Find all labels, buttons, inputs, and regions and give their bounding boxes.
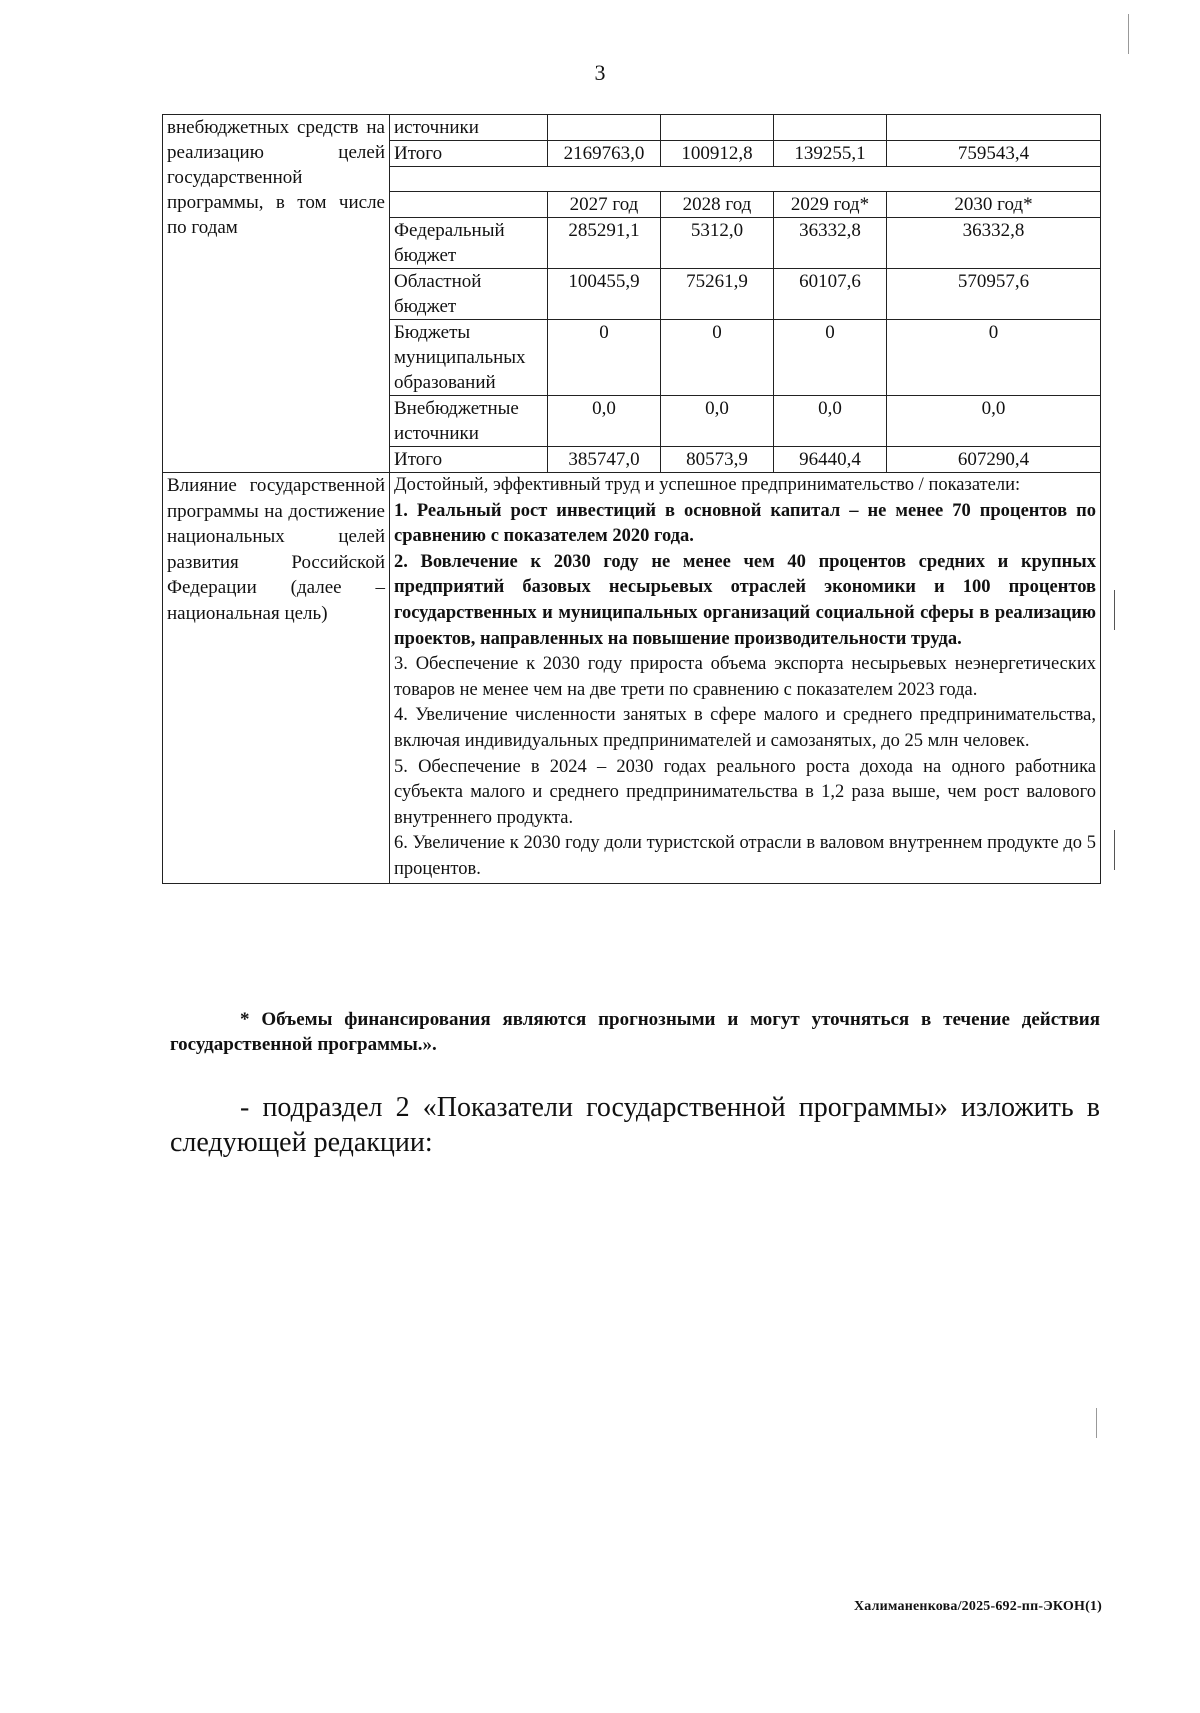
row-name: Итого: [390, 141, 548, 167]
cell-value: 0,0: [887, 396, 1101, 447]
impact-label-cell: [163, 473, 390, 884]
footnote: [170, 1007, 1100, 1057]
cell-value: 60107,6: [774, 269, 887, 320]
subsection-instruction: - подраздел 2 «Показатели государственной программы» изложить в следующей редакции:: [170, 1092, 1100, 1158]
scan-artifact-line: [1114, 830, 1115, 870]
cell-value: 100912,8: [661, 141, 774, 167]
cell-value: 607290,4: [887, 447, 1101, 473]
empty-cell: [390, 192, 548, 218]
cell-value: 0,0: [548, 396, 661, 447]
impact-item: 4. Увеличение численности занятых в сфере малого и среднего предпринимательства, включая индивидуальных предпринимателей и самозанятых, до 25 млн человек.: [394, 705, 1096, 751]
cell-value: 285291,1: [548, 218, 661, 269]
year-header: 2029 год*: [774, 192, 887, 218]
cell-value: 0: [887, 320, 1101, 396]
impact-item: 1. Реальный рост инвестиций в основной капитал – не менее 70 процентов по сравнению с показателем 2020 года.: [394, 500, 1096, 547]
cell-value: [887, 115, 1101, 141]
cell-value: 100455,9: [548, 269, 661, 320]
year-header: 2027 год: [548, 192, 661, 218]
impact-intro: Достойный, эффективный труд и успешное предпринимательство / показатели:: [394, 475, 1021, 495]
cell-value: 2169763,0: [548, 141, 661, 167]
impact-item: 6. Увеличение к 2030 году доли туристской отрасли в валовом внутреннем продукте до 5 процентов.: [394, 833, 1096, 879]
scan-artifact-line: [1096, 1408, 1097, 1438]
impact-item: 2. Вовлечение к 2030 году не менее чем 40 процентов средних и крупных предприятий базовых несырьевых отраслей экономики и 100 процентов государственных и муниципальных организаций социальной сферы в реализацию проектов, направленных на повышение производительности труда.: [394, 551, 1096, 649]
financing-table: [162, 114, 1101, 884]
cell-value: 5312,0: [661, 218, 774, 269]
table-row-impact: [163, 473, 1101, 884]
cell-value: 0: [548, 320, 661, 396]
row-name: Федеральный бюджет: [390, 218, 548, 269]
impact-label: Влияние государственной программы на достижение национальных целей развития Российской Федерации (далее – национальная цель): [167, 475, 385, 624]
footnote-text: * Объемы финансирования являются прогнозными и могут уточняться в течение действия государственной программы.».: [170, 1009, 1100, 1055]
funding-label-cell: [163, 115, 390, 473]
cell-value: 570957,6: [887, 269, 1101, 320]
cell-value: 75261,9: [661, 269, 774, 320]
row-name: Бюджеты муниципальных образований: [390, 320, 548, 396]
table-row-sources: [163, 115, 1101, 141]
impact-item: 3. Обеспечение к 2030 году прироста объема экспорта несырьевых неэнергетических товаров не менее чем на две трети по сравнению с показателем 2023 года.: [394, 654, 1096, 700]
year-header: 2030 год*: [887, 192, 1101, 218]
cell-value: 139255,1: [774, 141, 887, 167]
page-number: 3: [594, 60, 606, 85]
cell-value: 0,0: [661, 396, 774, 447]
funding-label: внебюджетных средств на реализацию целей государственной программы, в том числе по годам: [167, 117, 385, 238]
row-name: Областной бюджет: [390, 269, 548, 320]
cell-value: 36332,8: [774, 218, 887, 269]
cell-value: [661, 115, 774, 141]
cell-value: 0: [774, 320, 887, 396]
scan-artifact-line: [1114, 590, 1115, 630]
cell-value: 80573,9: [661, 447, 774, 473]
cell-value: 0,0: [774, 396, 887, 447]
cell-value: 36332,8: [887, 218, 1101, 269]
impact-item: 5. Обеспечение в 2024 – 2030 годах реального роста дохода на одного работника субъекта малого и среднего предпринимательства в 1,2 раза выше, чем рост валового внутреннего продукта.: [394, 756, 1096, 828]
scan-artifact-line: [1128, 14, 1129, 54]
cell-value: [548, 115, 661, 141]
row-name: Итого: [390, 447, 548, 473]
cell-value: 96440,4: [774, 447, 887, 473]
impact-text-cell: [390, 473, 1101, 884]
empty-cell: [390, 167, 1101, 192]
document-code: Халиманенкова/2025-692-пп-ЭКОН(1): [853, 1599, 1102, 1614]
cell-value: 759543,4: [887, 141, 1101, 167]
row-name: Внебюджетные источники: [390, 396, 548, 447]
cell-value: 385747,0: [548, 447, 661, 473]
cell-value: 0: [661, 320, 774, 396]
cell-value: [774, 115, 887, 141]
year-header: 2028 год: [661, 192, 774, 218]
row-name: источники: [390, 115, 548, 141]
